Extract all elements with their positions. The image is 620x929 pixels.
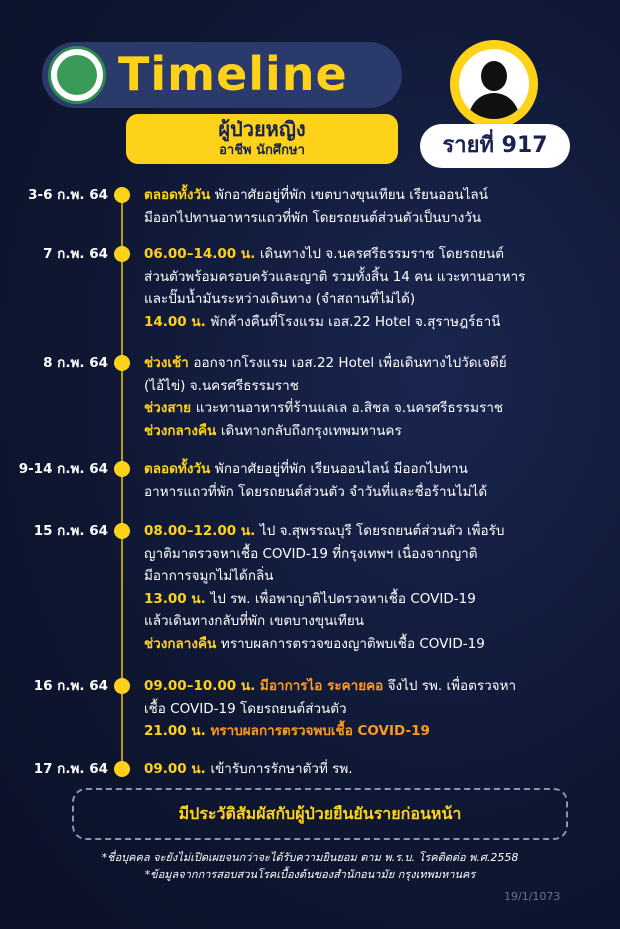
highlight-text: 06.00–14.00 น. [144, 246, 260, 262]
entry-description [144, 352, 614, 442]
highlight-text: 09.00 น. [144, 761, 211, 777]
body-text: แล้วเดินทางกลับที่พัก เขตบางขุนเทียน [144, 613, 364, 629]
body-text: เข้ารับการรักษาตัวที่ รพ. [210, 761, 353, 777]
entry-line [144, 458, 614, 481]
body-text: ไป จ.สุพรรณบุรี โดยรถยนต์ส่วนตัว เพื่อรับ [259, 523, 505, 539]
body-text: พักค้างคืนที่โรงแรม เอส.22 Hotel จ.สุราษฎร์ธานี [210, 313, 501, 330]
body-text: เดินทางไป จ.นครศรีธรรมราช โดยรถยนต์ [259, 246, 504, 262]
patient-occupation: อาชีพ นักศึกษา [219, 143, 305, 158]
entry-line [144, 184, 614, 207]
page-title: Timeline [118, 47, 348, 101]
highlight-text: 08.00–12.00 น. [144, 523, 260, 539]
entry-date: 3-6 ก.พ. 64 [28, 187, 108, 203]
timeline-dot-icon [114, 246, 130, 262]
highlight-text: 21.00 น. [144, 723, 211, 739]
entry-line [144, 207, 614, 230]
highlight-text: 13.00 น. [144, 590, 211, 607]
entry-line [144, 675, 614, 698]
entry-line [144, 543, 614, 566]
entry-line [144, 288, 614, 311]
entry-line [144, 758, 614, 781]
entry-line [144, 397, 614, 420]
entry-description [144, 758, 614, 781]
body-text: เดินทางกลับถึงกรุงเทพมหานคร [220, 422, 402, 439]
entry-line [144, 698, 614, 721]
body-text: ออกจากโรงแรม เอส.22 Hotel เพื่อเดินทางไปวัดเจดีย์ [193, 355, 507, 371]
highlight-text: 09.00–10.00 น. [144, 678, 260, 694]
body-text: ญาติมาตรวจหาเชื้อ COVID-19 ที่กรุงเทพฯ เนื่องจากญาติ [144, 545, 478, 562]
body-text: พักอาศัยอยู่ที่พัก เรียนออนไลน์ มีออกไปทาน [214, 461, 468, 477]
entry-description [144, 458, 614, 503]
document-code: 19/1/1073 [504, 890, 561, 903]
entry-date: 15 ก.พ. 64 [33, 523, 108, 539]
timeline-dot-icon [114, 678, 130, 694]
bma-logo [48, 46, 106, 104]
body-text: ไป รพ. เพื่อพาญาติไปตรวจหาเชื้อ COVID-19 [210, 590, 476, 607]
body-text: (ไอ้ไข่) จ.นครศรีธรรมราช [144, 377, 299, 394]
footnote-privacy: *ชื่อบุคคล จะยังไม่เปิดเผยจนกว่าจะได้รับความยินยอม ตาม พ.ร.บ. โรคติดต่อ พ.ศ.2558 [101, 851, 519, 864]
patient-type: ผู้ป่วยหญิง [218, 117, 306, 141]
body-text: ส่วนตัวพร้อมครอบครัวและญาติ รวมทั้งสิ้น 14 คน แวะทานอาหาร [144, 268, 526, 285]
entry-date: 16 ก.พ. 64 [33, 678, 108, 694]
entry-date: 17 ก.พ. 64 [33, 761, 108, 777]
entry-description [144, 675, 614, 743]
body-text: จึงไป รพ. เพื่อตรวจหา [383, 678, 517, 694]
person-silhouette-icon [459, 49, 529, 119]
body-text: และปั๊มน้ำมันระหว่างเดินทาง (จำสถานที่ไม่ได้) [144, 291, 416, 307]
entry-line [144, 352, 614, 375]
entry-line [144, 266, 614, 289]
entry-line [144, 588, 614, 611]
entry-line [144, 481, 614, 504]
timeline-dot-icon [114, 461, 130, 477]
entry-description [144, 243, 614, 333]
entry-line [144, 565, 614, 588]
highlight-text: 14.00 น. [144, 313, 211, 330]
highlight-text: ช่วงกลางคืน [144, 635, 221, 652]
entry-date: 7 ก.พ. 64 [43, 246, 108, 262]
case-number-badge: รายที่ 917 [420, 124, 570, 168]
body-text: อาหารแถวที่พัก โดยรถยนต์ส่วนตัว จำวันที่และชื่อร้านไม่ได้ [144, 483, 488, 500]
patient-info-box [126, 114, 398, 164]
entry-description [144, 184, 614, 229]
highlight-text: มีอาการไอ ระคายคอ [259, 678, 384, 694]
entry-line [144, 520, 614, 543]
body-text: เชื้อ COVID-19 โดยรถยนต์ส่วนตัว [144, 700, 347, 717]
body-text: มีอาการจมูกไม่ได้กลิ่น [144, 568, 274, 584]
entry-line [144, 633, 614, 656]
body-text: แวะทานอาหารที่ร้านแลเล อ.สิชล จ.นครศรีธรรมราช [195, 400, 504, 416]
entry-description [144, 520, 614, 655]
entry-line [144, 720, 614, 743]
entry-line [144, 375, 614, 398]
entry-date: 9-14 ก.พ. 64 [18, 461, 108, 477]
highlight-text: ช่วงเช้า [144, 355, 194, 371]
entry-line [144, 243, 614, 266]
highlight-text: ตลอดทั้งวัน [144, 461, 215, 477]
body-text: พักอาศัยอยู่ที่พัก เขตบางขุนเทียน เรียนออนไลน์ [214, 187, 488, 203]
entry-date: 8 ก.พ. 64 [43, 355, 108, 371]
footnote-source: *ข้อมูลจากการสอบสวนโรคเบื้องต้นของสำนักอนามัย กรุงเทพมหานคร [144, 868, 476, 881]
timeline-dot-icon [114, 761, 130, 777]
timeline-dot-icon [114, 187, 130, 203]
body-text: มีออกไปทานอาหารแถวที่พัก โดยรถยนต์ส่วนตัวเป็นบางวัน [144, 209, 482, 226]
entry-line [144, 311, 614, 334]
logo-emblem-icon [57, 55, 97, 95]
body-text: ทราบผลการตรวจของญาติพบเชื้อ COVID-19 [220, 635, 485, 652]
entry-line [144, 610, 614, 633]
timeline-dot-icon [114, 355, 130, 371]
contact-history-note: มีประวัติสัมผัสกับผู้ป่วยยืนยันรายก่อนหน้า [72, 788, 568, 840]
highlight-text: ช่วงสาย [144, 400, 196, 416]
avatar [450, 40, 538, 128]
highlight-text: ช่วงกลางคืน [144, 422, 221, 439]
timeline-dot-icon [114, 523, 130, 539]
highlight-text: ทราบผลการตรวจพบเชื้อ COVID-19 [210, 723, 430, 739]
highlight-text: ตลอดทั้งวัน [144, 187, 215, 203]
entry-line [144, 420, 614, 443]
